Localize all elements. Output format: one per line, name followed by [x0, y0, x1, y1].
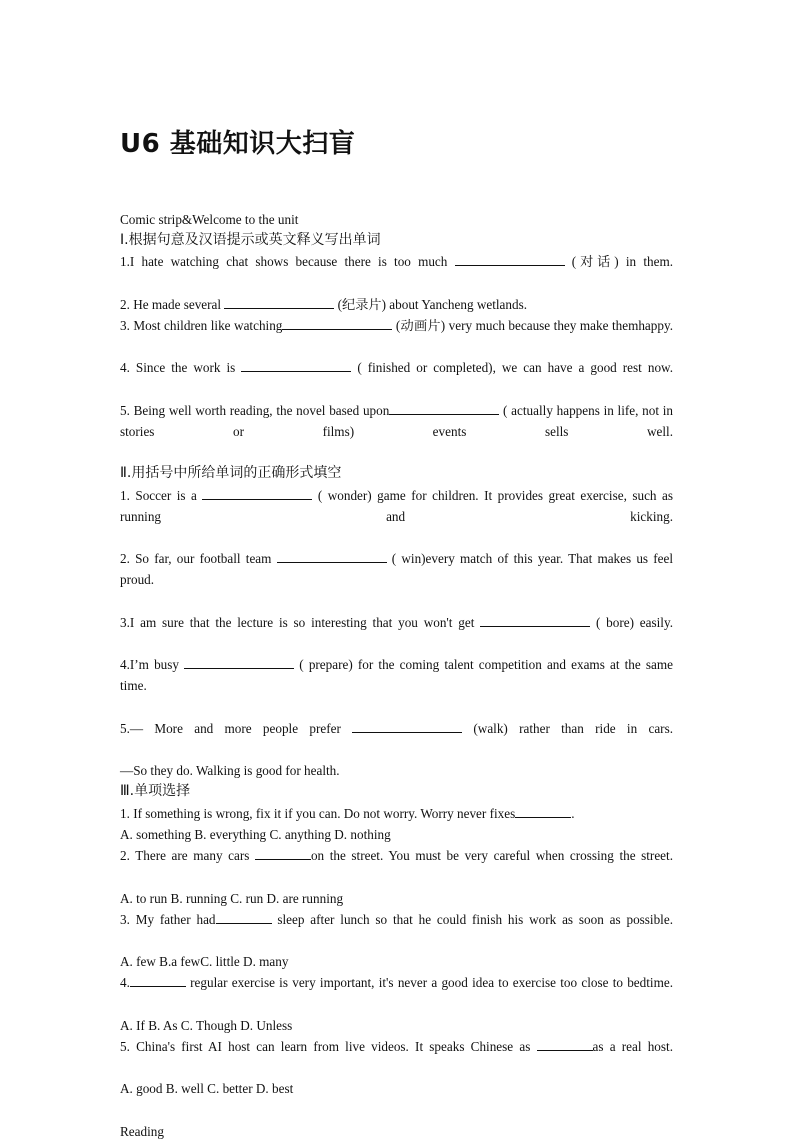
answer-blank[interactable] [480, 614, 590, 627]
answer-blank[interactable] [224, 296, 334, 309]
question-1: 1. If something is wrong, fix it if you can. Do not worry. Worry never fixes . [120, 805, 575, 821]
part1-item-5: 5. Being well worth reading, the novel based upon ( actually happens in life, not in stories or films) events sells well. [120, 402, 673, 440]
question-3: 3. My father had sleep after lunch so that he could finish his work as soon as possible. [120, 911, 673, 927]
part2-item-2: 2. So far, our football team ( win)every match of this year. That makes us feel proud. [120, 551, 673, 588]
answer-blank[interactable] [216, 911, 272, 924]
page-title: U6 基础知识大扫盲 [120, 129, 356, 159]
question-5: 5. China's first AI host can learn from live videos. It speaks Chinese as as a real host. [120, 1038, 673, 1054]
part2-item-4: 4.I’m busy ( prepare) for the coming talent competition and exams at the same time. [120, 657, 673, 694]
question-4-options: A. If B. As C. Though D. Unless [120, 1017, 293, 1033]
part2-item-5: 5.— More and more people prefer (walk) rather than ride in cars. [120, 720, 673, 736]
answer-blank[interactable] [537, 1038, 593, 1051]
answer-blank[interactable] [255, 847, 311, 860]
answer-blank[interactable] [389, 402, 499, 415]
part1-item-3: 3. Most children like watching (动画片) very much because they make themhappy. [120, 318, 674, 334]
part2-item-3: 3.I am sure that the lecture is so interesting that you won't get ( bore) easily. [120, 614, 673, 630]
question-2: 2. There are many cars on the street. You must be very careful when crossing the street. [120, 848, 673, 864]
answer-blank[interactable] [515, 805, 571, 818]
reading-section-label: Reading [120, 1123, 164, 1139]
answer-blank[interactable] [455, 253, 565, 266]
question-1-options: A. something B. everything C. anything D. nothing [120, 826, 391, 842]
part2-heading: Ⅱ.用括号中所给单词的正确形式填空 [120, 465, 342, 482]
question-2-options: A. to run B. running C. run D. are running [120, 890, 344, 906]
part3-heading: Ⅲ.单项选择 [120, 783, 191, 800]
answer-blank[interactable] [241, 359, 351, 372]
section-gap [120, 1100, 673, 1121]
part2-reply: —So they do. Walking is good for health. [120, 763, 340, 779]
part2-item-1: 1. Soccer is a ( wonder) game for children. It provides great exercise, such as running and kicking. [120, 487, 673, 524]
document-page [120, 124, 673, 1142]
answer-blank[interactable] [282, 317, 392, 330]
question-5-options: A. good B. well C. better D. best [120, 1081, 294, 1097]
question-3-options: A. few B.a fewC. little D. many [120, 954, 289, 970]
section-label: Comic strip&Welcome to the unit [120, 212, 299, 227]
part1-heading: Ⅰ.根据句意及汉语提示或英文释义写出单词 [120, 232, 381, 249]
answer-blank[interactable] [277, 550, 387, 563]
part1-item-1: 1.I hate watching chat shows because there is too much (对话) in them. [120, 254, 673, 270]
part1-item-4: 4. Since the work is ( finished or completed), we can have a good rest now. [120, 360, 674, 376]
part1-item-2: 2. He made several (纪录片) about Yancheng wetlands. [120, 296, 528, 312]
answer-blank[interactable] [202, 487, 312, 500]
question-4: 4. regular exercise is very important, it's never a good idea to exercise too close to bedtime. [120, 975, 673, 991]
answer-blank[interactable] [352, 720, 462, 733]
answer-blank[interactable] [130, 974, 186, 987]
answer-blank[interactable] [184, 656, 294, 669]
